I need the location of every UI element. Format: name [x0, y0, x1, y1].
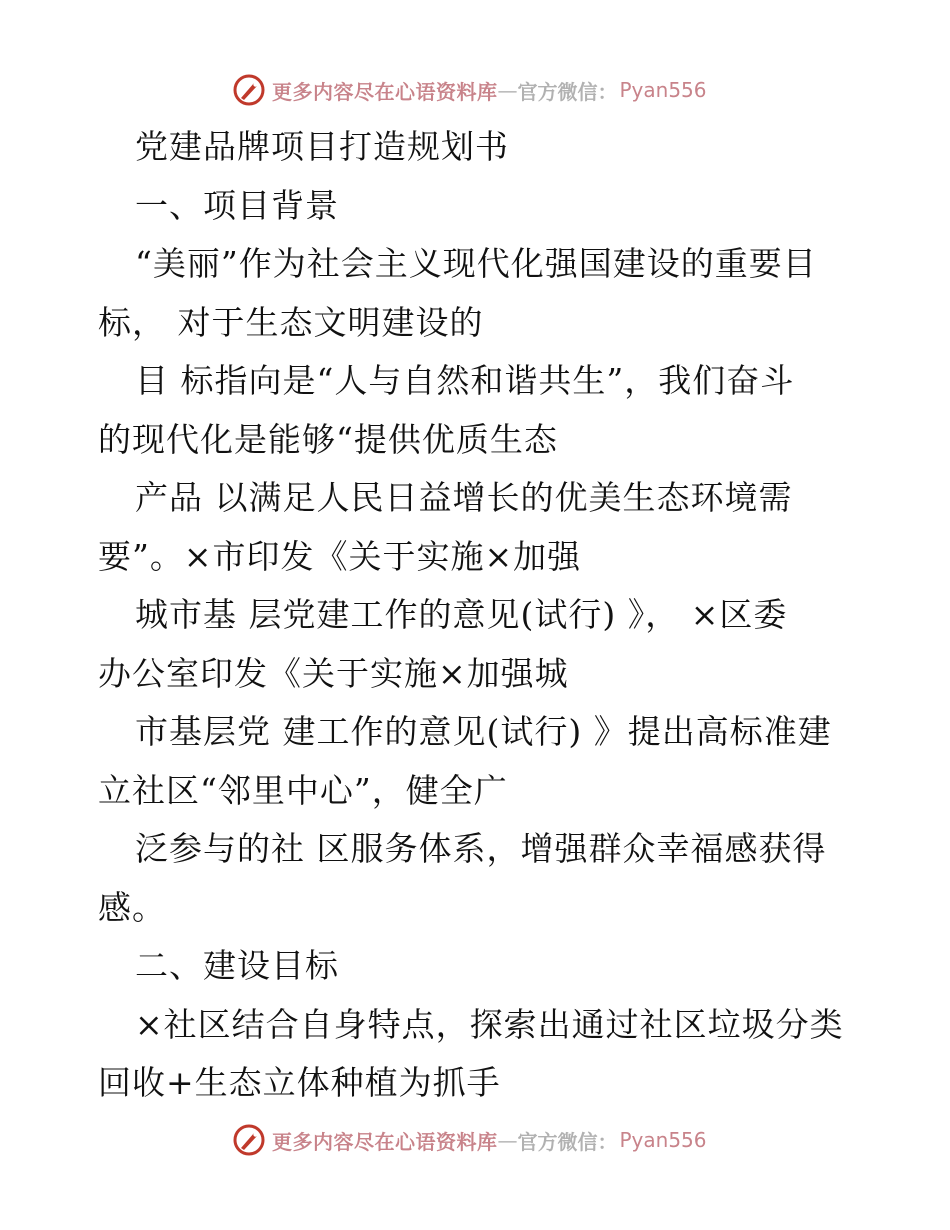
watermark-official-label: 官方微信：	[517, 79, 618, 104]
paragraph-line: 目 标指向是“人与自然和谐共生”，我们奋斗	[135, 361, 795, 400]
document-title: 党建品牌项目打造规划书	[135, 127, 509, 166]
paragraph-line: 市基层党 建工作的意见(试行) 》提出高标准建	[135, 712, 832, 751]
watermark-separator: —	[497, 1128, 518, 1152]
paragraph-line: 感。	[98, 887, 166, 927]
watermark-wechat-id: Pyan556	[619, 78, 707, 102]
header-watermark	[232, 70, 707, 110]
watermark-official-label: 官方微信：	[517, 1129, 618, 1154]
pen-nib-logo-icon	[232, 73, 266, 107]
paragraph-line: 的现代化是能够“提供优质生态	[98, 419, 558, 459]
watermark-separator: —	[497, 78, 518, 102]
watermark-brand: 更多内容尽在心语资料库	[272, 1129, 498, 1154]
section-heading-goals: 二、建设目标	[135, 946, 339, 985]
watermark-wechat-id: Pyan556	[619, 1128, 707, 1152]
document-body	[98, 118, 888, 1113]
paragraph-line: 回收+生态立体种植为抓手	[98, 1063, 501, 1102]
paragraph-line: 要”。×市印发《关于实施×加强	[98, 536, 582, 576]
paragraph-line: 立社区“邻里中心”，健全广	[98, 770, 508, 810]
section-heading-background: 一、项目背景	[135, 185, 339, 225]
watermark-brand: 更多内容尽在心语资料库	[272, 79, 498, 104]
pen-nib-logo-icon	[232, 1123, 266, 1157]
paragraph-line: 产品 以满足人民日益增长的优美生态环境需	[135, 478, 793, 517]
paragraph-line: 泛参与的社 区服务体系，增强群众幸福感获得	[135, 829, 827, 868]
paragraph-line: ×社区结合自身特点，探索出通过社区垃圾分类	[135, 1004, 844, 1044]
paragraph-line: 城市基 层党建工作的意见(试行) 》， ×区委	[135, 595, 788, 634]
footer-watermark	[232, 1120, 707, 1160]
paragraph-line: 办公室印发《关于实施×加强城	[98, 653, 569, 693]
paragraph-line: “美丽”作为社会主义现代化强国建设的重要目	[135, 244, 817, 283]
paragraph-line: 标， 对于生态文明建设的	[98, 302, 484, 342]
